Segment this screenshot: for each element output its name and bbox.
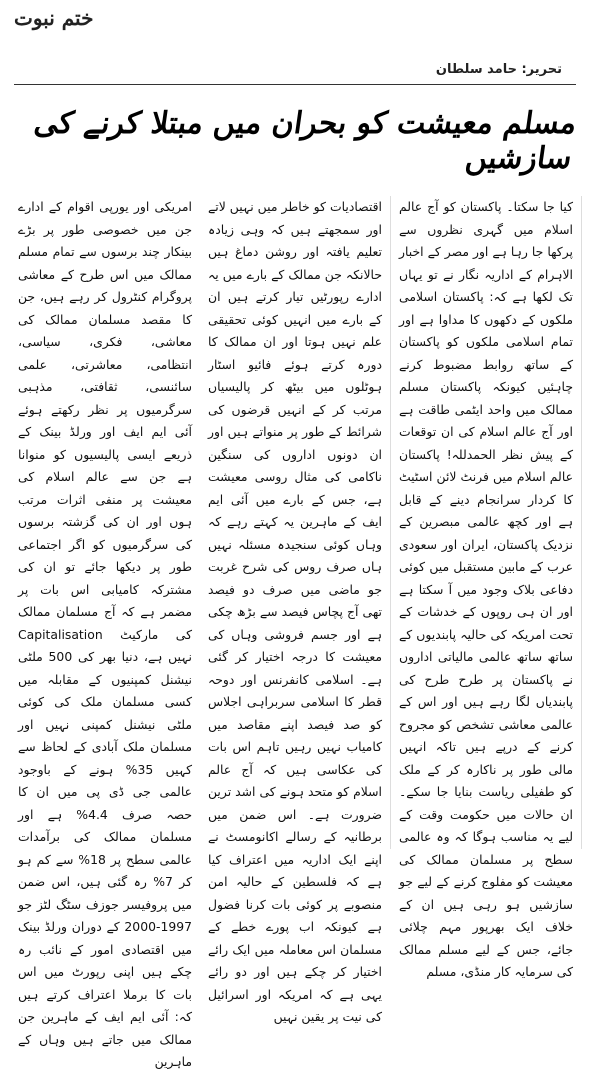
article-body	[10, 196, 582, 1069]
column-3-text: کیا جا سکتا۔ پاکستان کو آج عالم اسلام میں گہری نظروں سے پرکھا جا رہا ہے اور مصر کے اخبار الاہرام کے اداریہ نگار نے تو یہاں تک لکھا ہے کہ: پاکستان اسلامی ملکوں کے دکھوں کا مداوا ہے اور تمام اسلامی ملکوں کو پاکستان کے ساتھ روابط مضبوط کرنے چاہئیں کیونکہ پاکستان مسلم ممالک میں واحد ایٹمی طاقت ہے اور آج عالم اسلام کی ان توقعات کے پیش نظر الحمدللہ! پاکستان عالم اسلام میں فرنٹ لائن اسٹیٹ کا کردار سرانجام دینے کے قابل ہے اور کچھ عالمی مبصرین کے نزدیک پاکستان، ایران اور سعودی عرب کے مابین مستقبل میں کوئی دفاعی بلاک وجود میں آ سکتا ہے اور ان ہی روپوں کے خدشات کے تحت امریکہ کی حالیہ پابندیوں کے ساتھ ساتھ عالمی مالیاتی اداروں نے پاکستان پر طرح طرح کی پابندیاں لگا رہے ہیں اور اس کے عالمی معاشی تشخص کو مجروح کرنے کے درپے ہیں تاکہ انہیں مالی طور پر ناکارہ کر کے ملک کو طفیلی ریاست بنایا جا سکے۔ ان حالات میں حکومت وقت کے لیے یہ مناسب ہوگا کہ وہ عالمی سطح پر مسلمان ممالک کی معیشت کو مفلوج کرنے کے لیے جو سازشیں ہو رہی ہیں ان کے خلاف ایک بھرپور مہم چلائی جائے، جس کے لیے مسلم ممالک کی سرمایہ کار منڈی، مسلم	[399, 199, 573, 979]
article-column-1	[10, 196, 200, 1069]
article-headline: مسلم معیشت کو بحران میں مبتلا کرنے کی سازشیں	[31, 106, 579, 176]
article-column-2	[200, 196, 391, 1024]
column-1-text: امریکی اور یورپی اقوام کے ادارے جن میں خصوصی طور پر بڑے بینکار چند برسوں سے تمام مسلم ممالک میں اس طرح کے معاشی پروگرام کنٹرول کر رہے ہیں، جن کا مقصد مسلمان ممالک کی معاشی، فکری، سیاسی، انتظامی، معاشرتی، علمی سائنسی، ثقافتی، مذہبی سرگرمیوں پر نظر رکھتے ہوئے آئی ایم ایف اور ورلڈ بینک کے ذریعے ایسی پالیسیوں کو منوانا ہے جن سے عالم اسلام کی معیشت پر منفی اثرات مرتب ہوں اور ان کی گزشتہ برسوں کی سرگرمیوں کو اگر اجتماعی طور پر دیکھا جائے تو ان کی مشترکہ کامیابی اس بات پر مضمر ہے کہ آج مسلمان ممالک کی مارکیٹ Capitalisation نہیں ہے، دنیا بھر کی 500 ملٹی نیشنل کمپنیوں کے مقابلہ میں کسی مسلمان ملک کی کوئی ملٹی نیشنل کمپنی نہیں اور مسلمان ملک آبادی کے لحاظ سے کہیں 35% ہونے کے باوجود عالمی جی ڈی پی میں ان کا حصہ صرف 4.4% ہے اور مسلمان ممالک کی برآمدات عالمی سطح پر 18% سے کم ہو کر 7% رہ گئی ہیں، اس ضمن میں پروفیسر جوزف سٹگ لٹز جو 1997-2000 کے دوران ورلڈ بینک میں اقتصادی امور کے نائب رہ چکے ہیں اپنی رپورٹ میں اس بات کا برملا اعتراف کرتے ہیں کہ: آئی ایم ایف کے ماہرین جن ممالک میں جاتے ہیں وہاں کے ماہرین	[18, 199, 192, 1069]
byline-divider	[14, 84, 576, 85]
article-column-3	[391, 196, 582, 979]
column-2-text: اقتصادیات کو خاطر میں نہیں لاتے اور سمجھتے ہیں کہ وہی زیادہ تعلیم یافتہ اور روشن دماغ ہیں حالانکہ جن ممالک کے بارے میں یہ ادارے رپورٹیں تیار کرتے ہیں ان کے بارے میں انہیں کوئی تحقیقی علم نہیں ہوتا اور ان ممالک کا دورہ کرتے ہوئے فائیو اسٹار ہوٹلوں میں بیٹھ کر پالیسیاں مرتب کر کے انہیں قرضوں کی شرائط کے طور پر منواتے ہیں اور ان دونوں اداروں کی سنگین ناکامی کی مثال روسی معیشت ہے، جس کے بارے میں آئی ایم ایف کے ماہرین یہ کہتے رہے کہ وہاں کوئی سنجیدہ مسئلہ نہیں ہاں صرف روس کی شرح غربت جو ماضی میں صرف دو فیصد تھی آج پچاس فیصد سے بڑھ چکی ہے اور جسم فروشی وہاں کی معیشت کا درجہ اختیار کر گئی ہے۔ اسلامی کانفرنس اور دوحہ قطر کا اسلامی سربراہی اجلاس کو صد فیصد اپنے مقاصد میں کامیاب نہیں رہیں تاہم اس بات کی عکاسی ہیں کہ آج عالم اسلام کو متحد ہونے کی اشد ترین ضرورت ہے۔ اس ضمن میں برطانیہ کے رسالے اکانومسٹ نے اپنے ایک اداریہ میں اعتراف کیا ہے کہ فلسطین کے حالیہ امن منصوبے پر کوئی بات کرنا فضول ہے کیونکہ اب پورے خطے کے مسلمان اس معاملہ میں ایک رائے اختیار کر چکے ہیں اور دو رائے یہی ہے کہ امریکہ اور اسرائیل کی نیت پر یقین نہیں	[208, 199, 382, 1024]
masthead-logo: ختم نبوت	[14, 6, 94, 30]
byline: تحریر: حامد سلطان	[435, 62, 562, 77]
